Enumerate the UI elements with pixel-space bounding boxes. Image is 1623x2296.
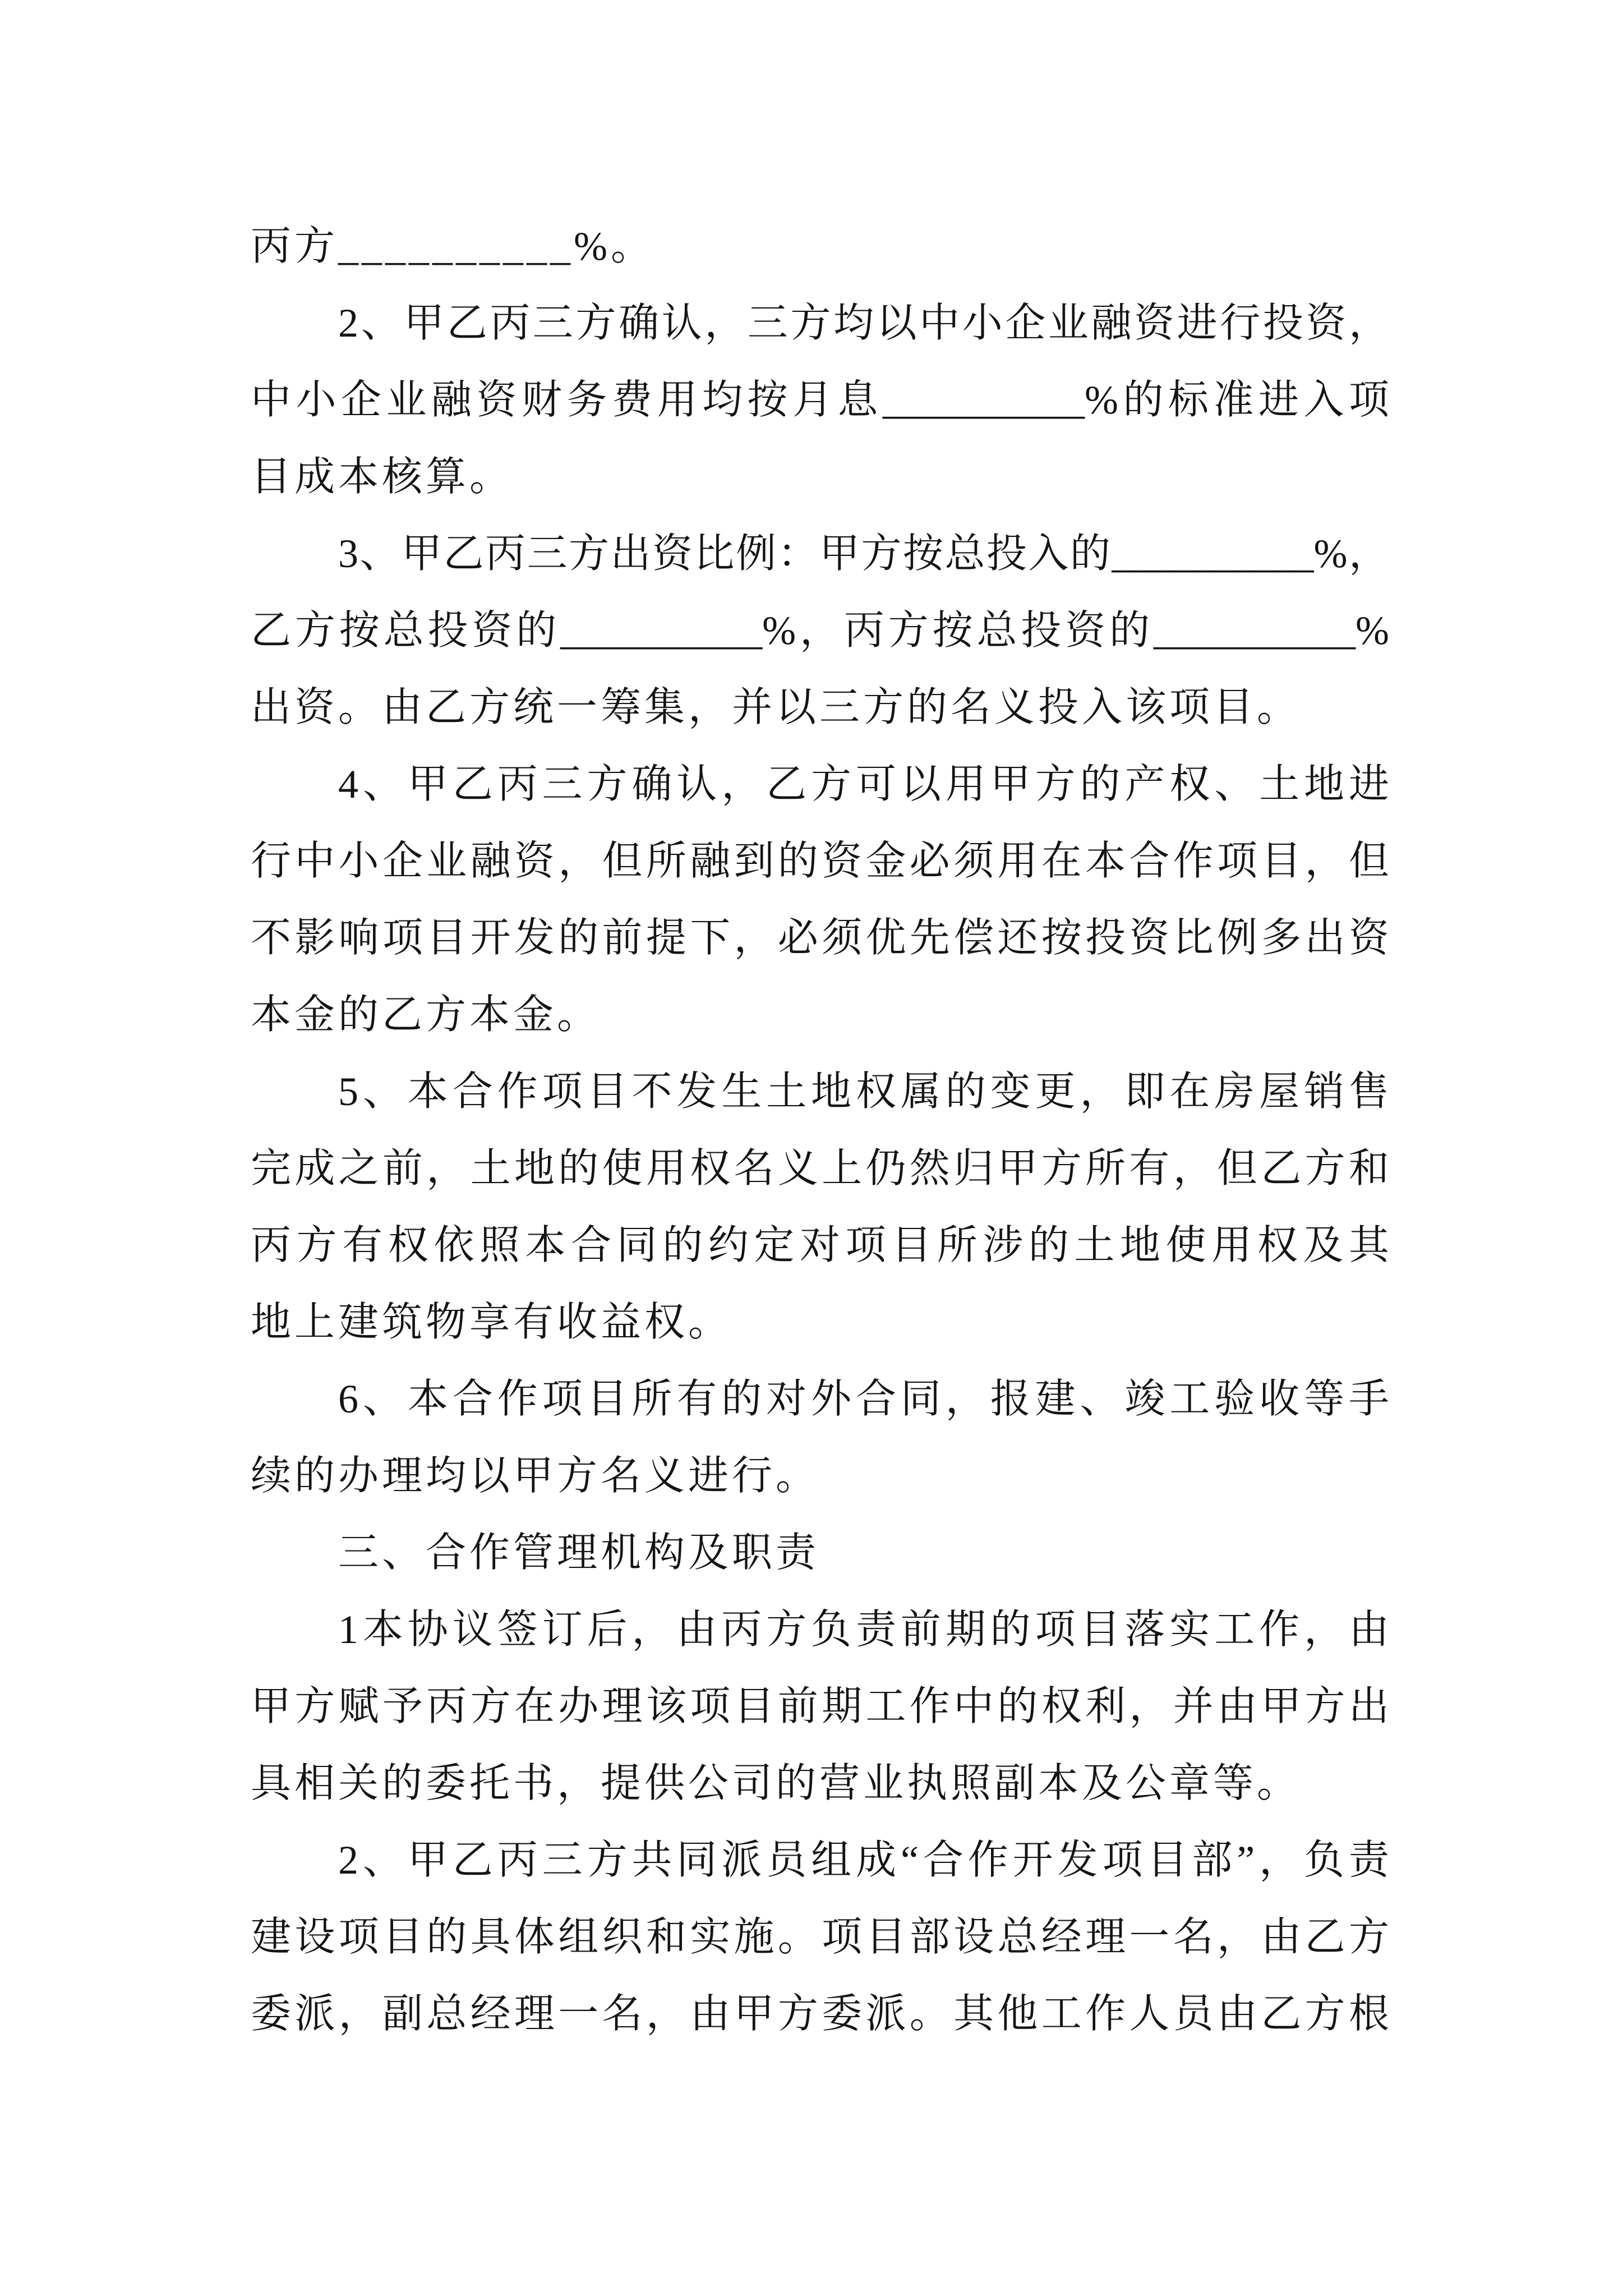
clause-2 (251, 285, 1389, 516)
text-line: 委派，副总经理一名，由甲方委派。其他工作人员由乙方根 (251, 1991, 1389, 2036)
clause-6 (251, 1361, 1389, 1515)
text-line: 完成之前，土地的使用权名义上仍然归甲方所有，但乙方和 (251, 1146, 1389, 1191)
text-line: 出资。由乙方统一筹集，并以三方的名义投入该项目。 (251, 685, 1301, 730)
text-line: 地上建筑物享有收益权。 (251, 1300, 732, 1345)
management-clause-2 (251, 1822, 1389, 2053)
text-line: 建设项目的具体组织和实施。项目部设总经理一名，由乙方 (251, 1915, 1389, 1959)
text-line: 5、本合作项目不发生土地权属的变更，即在房屋销售 (338, 1069, 1389, 1114)
continued-paragraph (251, 208, 1389, 285)
text-line: 丙方有权依照本合同的约定对项目所涉的土地使用权及其 (251, 1223, 1389, 1268)
text-line: 目成本核算。 (251, 454, 514, 499)
text-line: 乙方按总投资的__________%，丙方按总投资的__________% (251, 608, 1389, 653)
management-clause-1 (251, 1591, 1389, 1822)
document-page (251, 208, 1389, 2053)
text-line: 本金的乙方本金。 (251, 992, 601, 1037)
text-line: 甲方赋予丙方在办理该项目前期工作中的权利，并由甲方出 (251, 1684, 1389, 1729)
clause-4 (251, 746, 1389, 1053)
text-line: 6、本合作项目所有的对外合同，报建、竣工验收等手 (338, 1377, 1389, 1421)
text-line: 3、甲乙丙三方出资比例：甲方按总投入的__________%， (338, 531, 1389, 576)
text-line: 2、甲乙丙三方共同派员组成“合作开发项目部”，负责 (338, 1838, 1389, 1883)
section-heading-text: 三、合作管理机构及职责 (338, 1530, 820, 1575)
clause-3 (251, 516, 1389, 746)
text-line: 丙方__________%。 (251, 224, 654, 269)
text-line: 1本协议签订后，由丙方负责前期的项目落实工作，由 (338, 1607, 1389, 1652)
text-line: 2、甲乙丙三方确认，三方均以中小企业融资进行投资， (338, 301, 1389, 346)
clause-5 (251, 1053, 1389, 1361)
text-line: 不影响项目开发的前提下，必须优先偿还按投资比例多出资 (251, 915, 1389, 960)
text-line: 续的办理均以甲方名义进行。 (251, 1453, 820, 1498)
text-line: 中小企业融资财务费用均按月息__________%的标准进入项 (251, 378, 1389, 422)
text-line: 4、甲乙丙三方确认，乙方可以用甲方的产权、土地进 (338, 762, 1389, 807)
section-heading (251, 1515, 1389, 1591)
text-line: 行中小企业融资，但所融到的资金必须用在本合作项目，但 (251, 839, 1389, 884)
text-line: 具相关的委托书，提供公司的营业执照副本及公章等。 (251, 1761, 1301, 1806)
